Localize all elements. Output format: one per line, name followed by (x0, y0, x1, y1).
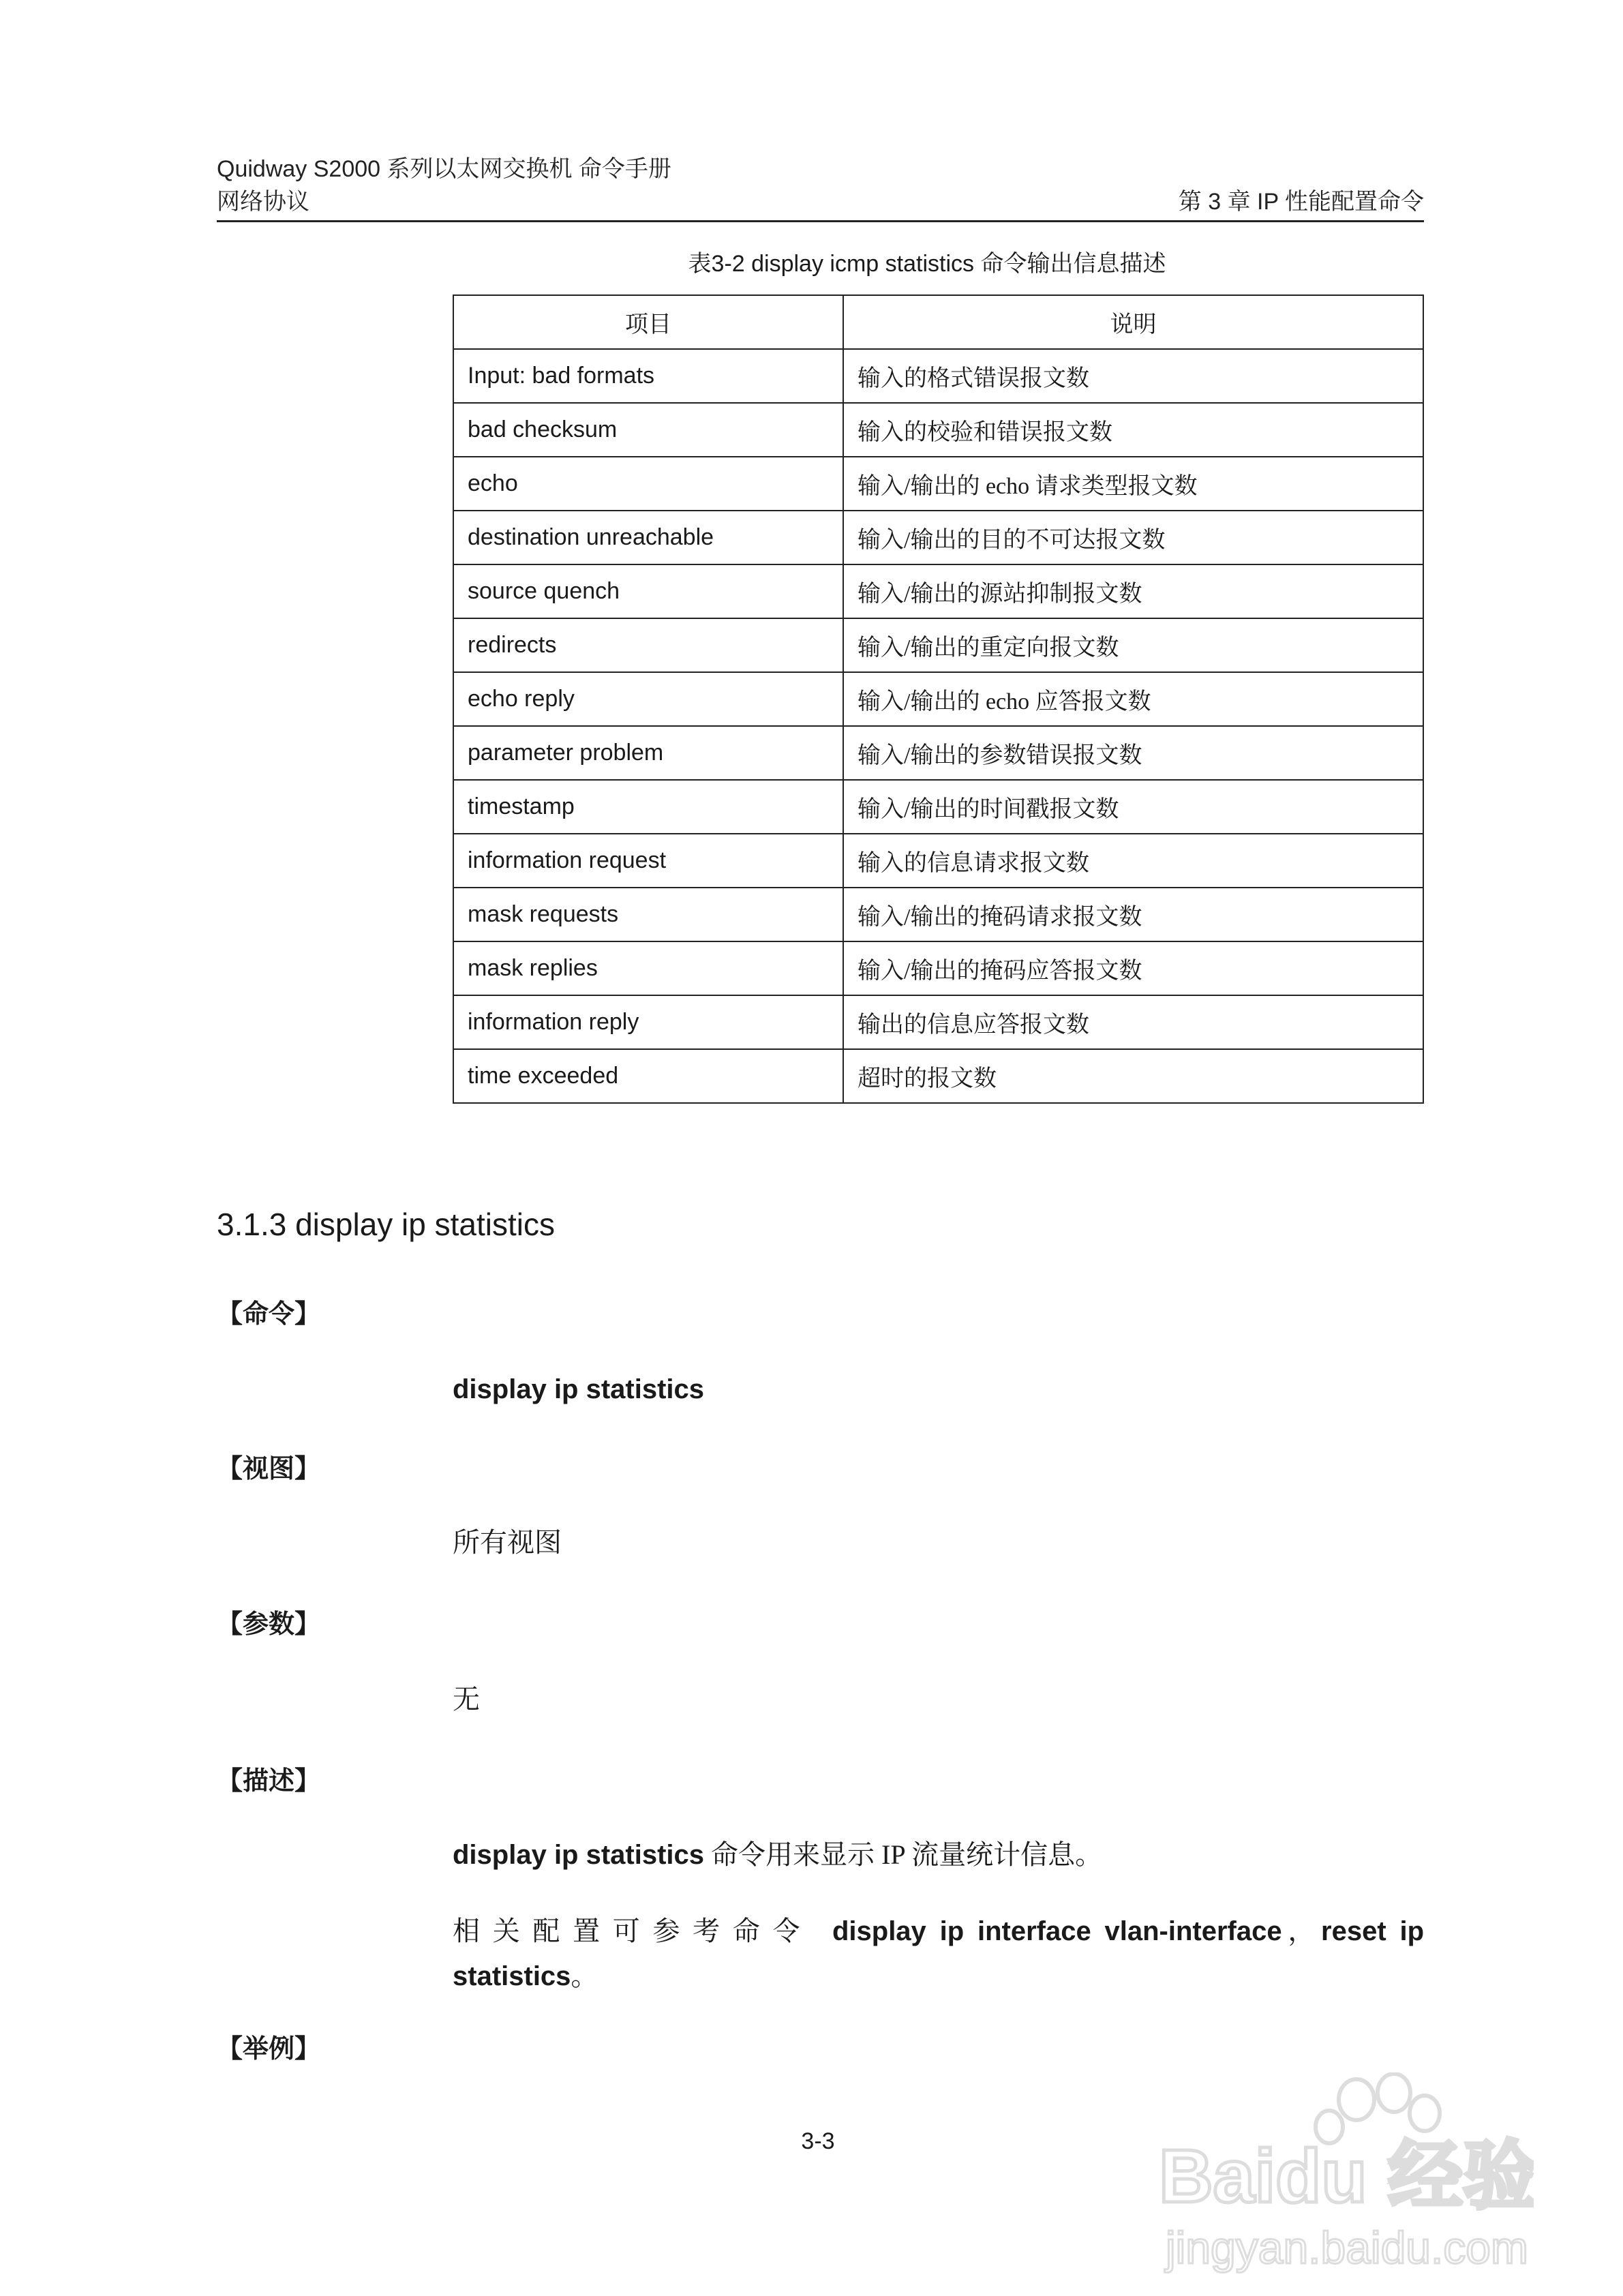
icmp-statistics-table (453, 294, 1424, 1104)
related-end: 。 (571, 1961, 598, 1991)
table-row (453, 618, 1423, 672)
header-product-line: Quidway S2000 系列以太网交换机 命令手册 (217, 156, 671, 182)
table-cell-item: redirects (453, 618, 843, 672)
table-cell-description: 输入的信息请求报文数 (843, 834, 1423, 888)
header-chapter: 第 3 章 IP 性能配置命令 (1178, 189, 1424, 215)
table-cell-item: mask requests (453, 888, 843, 941)
table-cell-description: 输入/输出的目的不可达报文数 (843, 511, 1423, 564)
table-header-row (453, 295, 1423, 349)
table-cell-item: bad checksum (453, 403, 843, 457)
table-row (453, 672, 1423, 726)
table-cell-item: mask replies (453, 941, 843, 995)
table-row (453, 564, 1423, 618)
paw-icon (1152, 2072, 1534, 2277)
table-row (453, 780, 1423, 834)
section-heading: 3.1.3 display ip statistics (217, 1207, 556, 1242)
table-cell-description: 输入/输出的重定向报文数 (843, 618, 1423, 672)
table-cell-item: destination unreachable (453, 511, 843, 564)
table-cell-description: 输入/输出的时间戳报文数 (843, 780, 1423, 834)
description-text: 命令用来显示 IP 流量统计信息。 (704, 1839, 1103, 1870)
table-cell-description: 超时的报文数 (843, 1049, 1423, 1103)
related-commands (453, 1909, 1424, 1999)
table-cell-item: time exceeded (453, 1049, 843, 1103)
table-header-description: 说明 (843, 295, 1423, 349)
description-label: 【描述】 (217, 1767, 321, 1796)
table-cell-description: 输入/输出的参数错误报文数 (843, 726, 1423, 780)
command-text: display ip statistics (453, 1374, 705, 1404)
table-caption: 表3-2 display icmp statistics 命令输出信息描述 (688, 251, 1166, 277)
table-row (453, 349, 1423, 403)
table-cell-item: information request (453, 834, 843, 888)
params-label: 【参数】 (217, 1610, 321, 1639)
related-command-1: display ip interface vlan-interface (832, 1916, 1282, 1946)
table-cell-description: 输出的信息应答报文数 (843, 995, 1423, 1049)
table-row (453, 511, 1423, 564)
table-row (453, 457, 1423, 511)
table-row (453, 834, 1423, 888)
watermark-brand: Baidu 经验 (1159, 2134, 1534, 2218)
table-row (453, 941, 1423, 995)
table-cell-item: Input: bad formats (453, 349, 843, 403)
view-text: 所有视图 (453, 1527, 562, 1558)
related-separator: ， (1281, 1916, 1322, 1946)
table-row (453, 1049, 1423, 1103)
description-line (453, 1838, 1102, 1872)
table-cell-description: 输入/输出的掩码请求报文数 (843, 888, 1423, 941)
params-text: 无 (453, 1684, 480, 1715)
header-divider (217, 220, 1424, 222)
table-row (453, 888, 1423, 941)
table-cell-item: information reply (453, 995, 843, 1049)
related-prefix: 相关配置可参考命令 (453, 1916, 832, 1946)
table-cell-description: 输入的格式错误报文数 (843, 349, 1423, 403)
header-section: 网络协议 (217, 189, 309, 215)
table-cell-description: 输入的校验和错误报文数 (843, 403, 1423, 457)
table-cell-item: source quench (453, 564, 843, 618)
table-row (453, 995, 1423, 1049)
baidu-watermark (1152, 2072, 1534, 2277)
table-cell-item: timestamp (453, 780, 843, 834)
table-row (453, 403, 1423, 457)
table-header-item: 项目 (453, 295, 843, 349)
table-cell-item: echo reply (453, 672, 843, 726)
table-cell-description: 输入/输出的源站抑制报文数 (843, 564, 1423, 618)
table-cell-item: echo (453, 457, 843, 511)
table-cell-description: 输入/输出的掩码应答报文数 (843, 941, 1423, 995)
table-cell-item: parameter problem (453, 726, 843, 780)
command-label: 【命令】 (217, 1300, 321, 1329)
watermark-url: jingyan.baidu.com (1166, 2222, 1528, 2273)
table-cell-description: 输入/输出的 echo 请求类型报文数 (843, 457, 1423, 511)
table-cell-description: 输入/输出的 echo 应答报文数 (843, 672, 1423, 726)
description-command: display ip statistics (453, 1840, 705, 1870)
table-row (453, 726, 1423, 780)
related-command-2: reset ip statistics (453, 1916, 1425, 1991)
view-label: 【视图】 (217, 1455, 321, 1483)
example-label: 【举例】 (217, 2035, 321, 2064)
page-number: 3-3 (801, 2128, 835, 2154)
